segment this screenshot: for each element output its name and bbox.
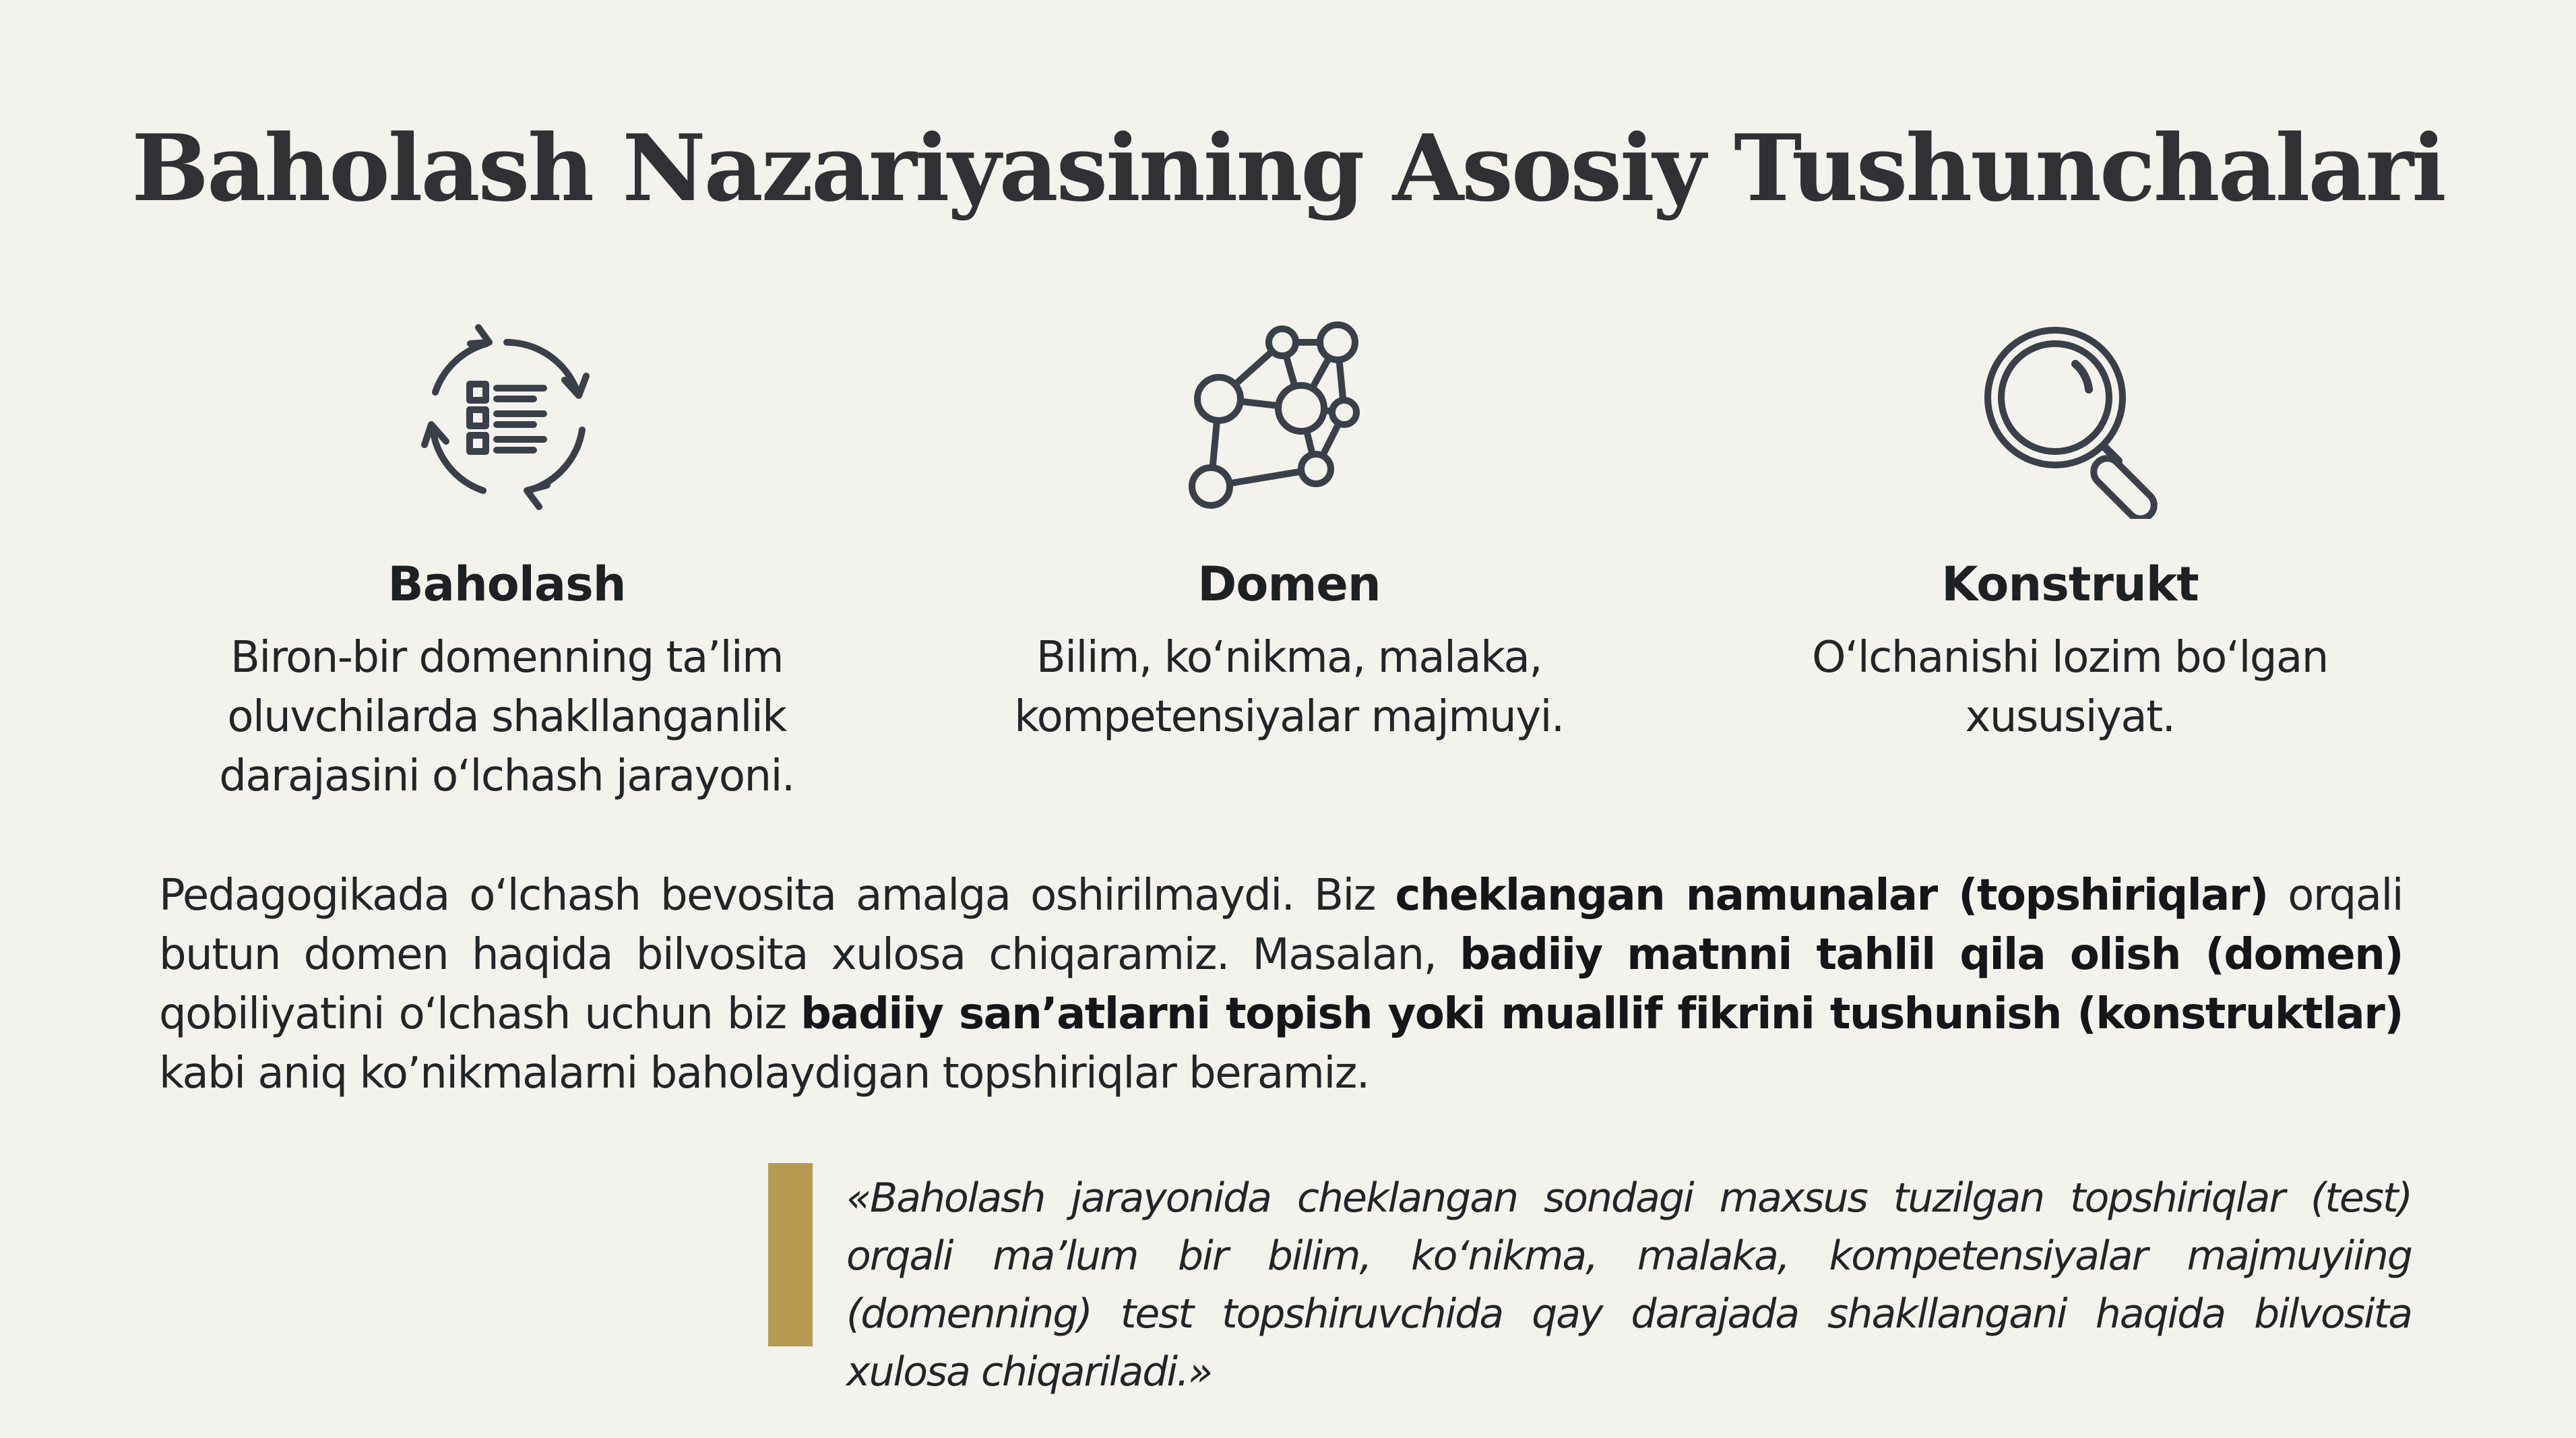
concept-card-baholash bbox=[170, 317, 844, 806]
paragraph-bold-text: badiiy matnni tahlil qila olish (domen) bbox=[1459, 930, 2404, 980]
assessment-cycle-icon bbox=[406, 317, 608, 519]
concept-title: Baholash bbox=[387, 557, 626, 612]
paragraph-bold-text: badiiy san’atlarni topish yoki muallif fikrini tushunish (konstruktlar) bbox=[800, 989, 2404, 1039]
block-quote: «Baholash jarayonida cheklangan sondagi maxsus tuzilgan topshiriqlar (test) orqali ma’lum bir bilim, koʻnikma, malaka, kompetensiyalar majmuyiing (domenning) test topshiruvchida qay darajada shakllangani haqida bilvosita xulosa chiqariladi.» bbox=[846, 1175, 2412, 1396]
paragraph-text: qobiliyatini oʻlchash uchun biz bbox=[159, 989, 801, 1039]
concept-title: Konstrukt bbox=[1941, 557, 2199, 612]
paragraph-text: Pedagogikada oʻlchash bevosita amalga oshirilmaydi. Biz bbox=[159, 871, 1395, 920]
concept-title: Domen bbox=[1197, 557, 1381, 612]
concept-description: Biron-bir domenning ta’lim oluvchilarda shakllanganlik darajasini oʻlchash jarayoni. bbox=[219, 633, 794, 801]
magnifier-icon bbox=[1969, 317, 2171, 519]
quote-accent-bar bbox=[768, 1163, 813, 1346]
concept-description: Oʻlchanishi lozim boʻlgan xususiyat. bbox=[1812, 633, 2328, 742]
concept-card-domen bbox=[952, 317, 1626, 747]
concept-description: Bilim, koʻnikma, malaka, kompetensiyalar majmuyi. bbox=[1014, 633, 1564, 742]
page-title: Baholash Nazariyasining Asosiy Tushunchalari bbox=[131, 115, 2445, 222]
paragraph-bold-text: cheklangan namunalar (topshiriqlar) bbox=[1395, 871, 2268, 920]
paragraph-text: orqali butun domen haqida bilvosita xulosa chiqaramiz. Masalan, bbox=[159, 871, 2404, 980]
concept-card-konstrukt bbox=[1733, 317, 2407, 747]
network-nodes-icon bbox=[1188, 317, 1390, 519]
body-paragraph bbox=[159, 866, 2403, 1103]
paragraph-text: kabi aniq ko’nikmalarni baholaydigan topshiriqlar beramiz. bbox=[159, 1049, 1369, 1098]
